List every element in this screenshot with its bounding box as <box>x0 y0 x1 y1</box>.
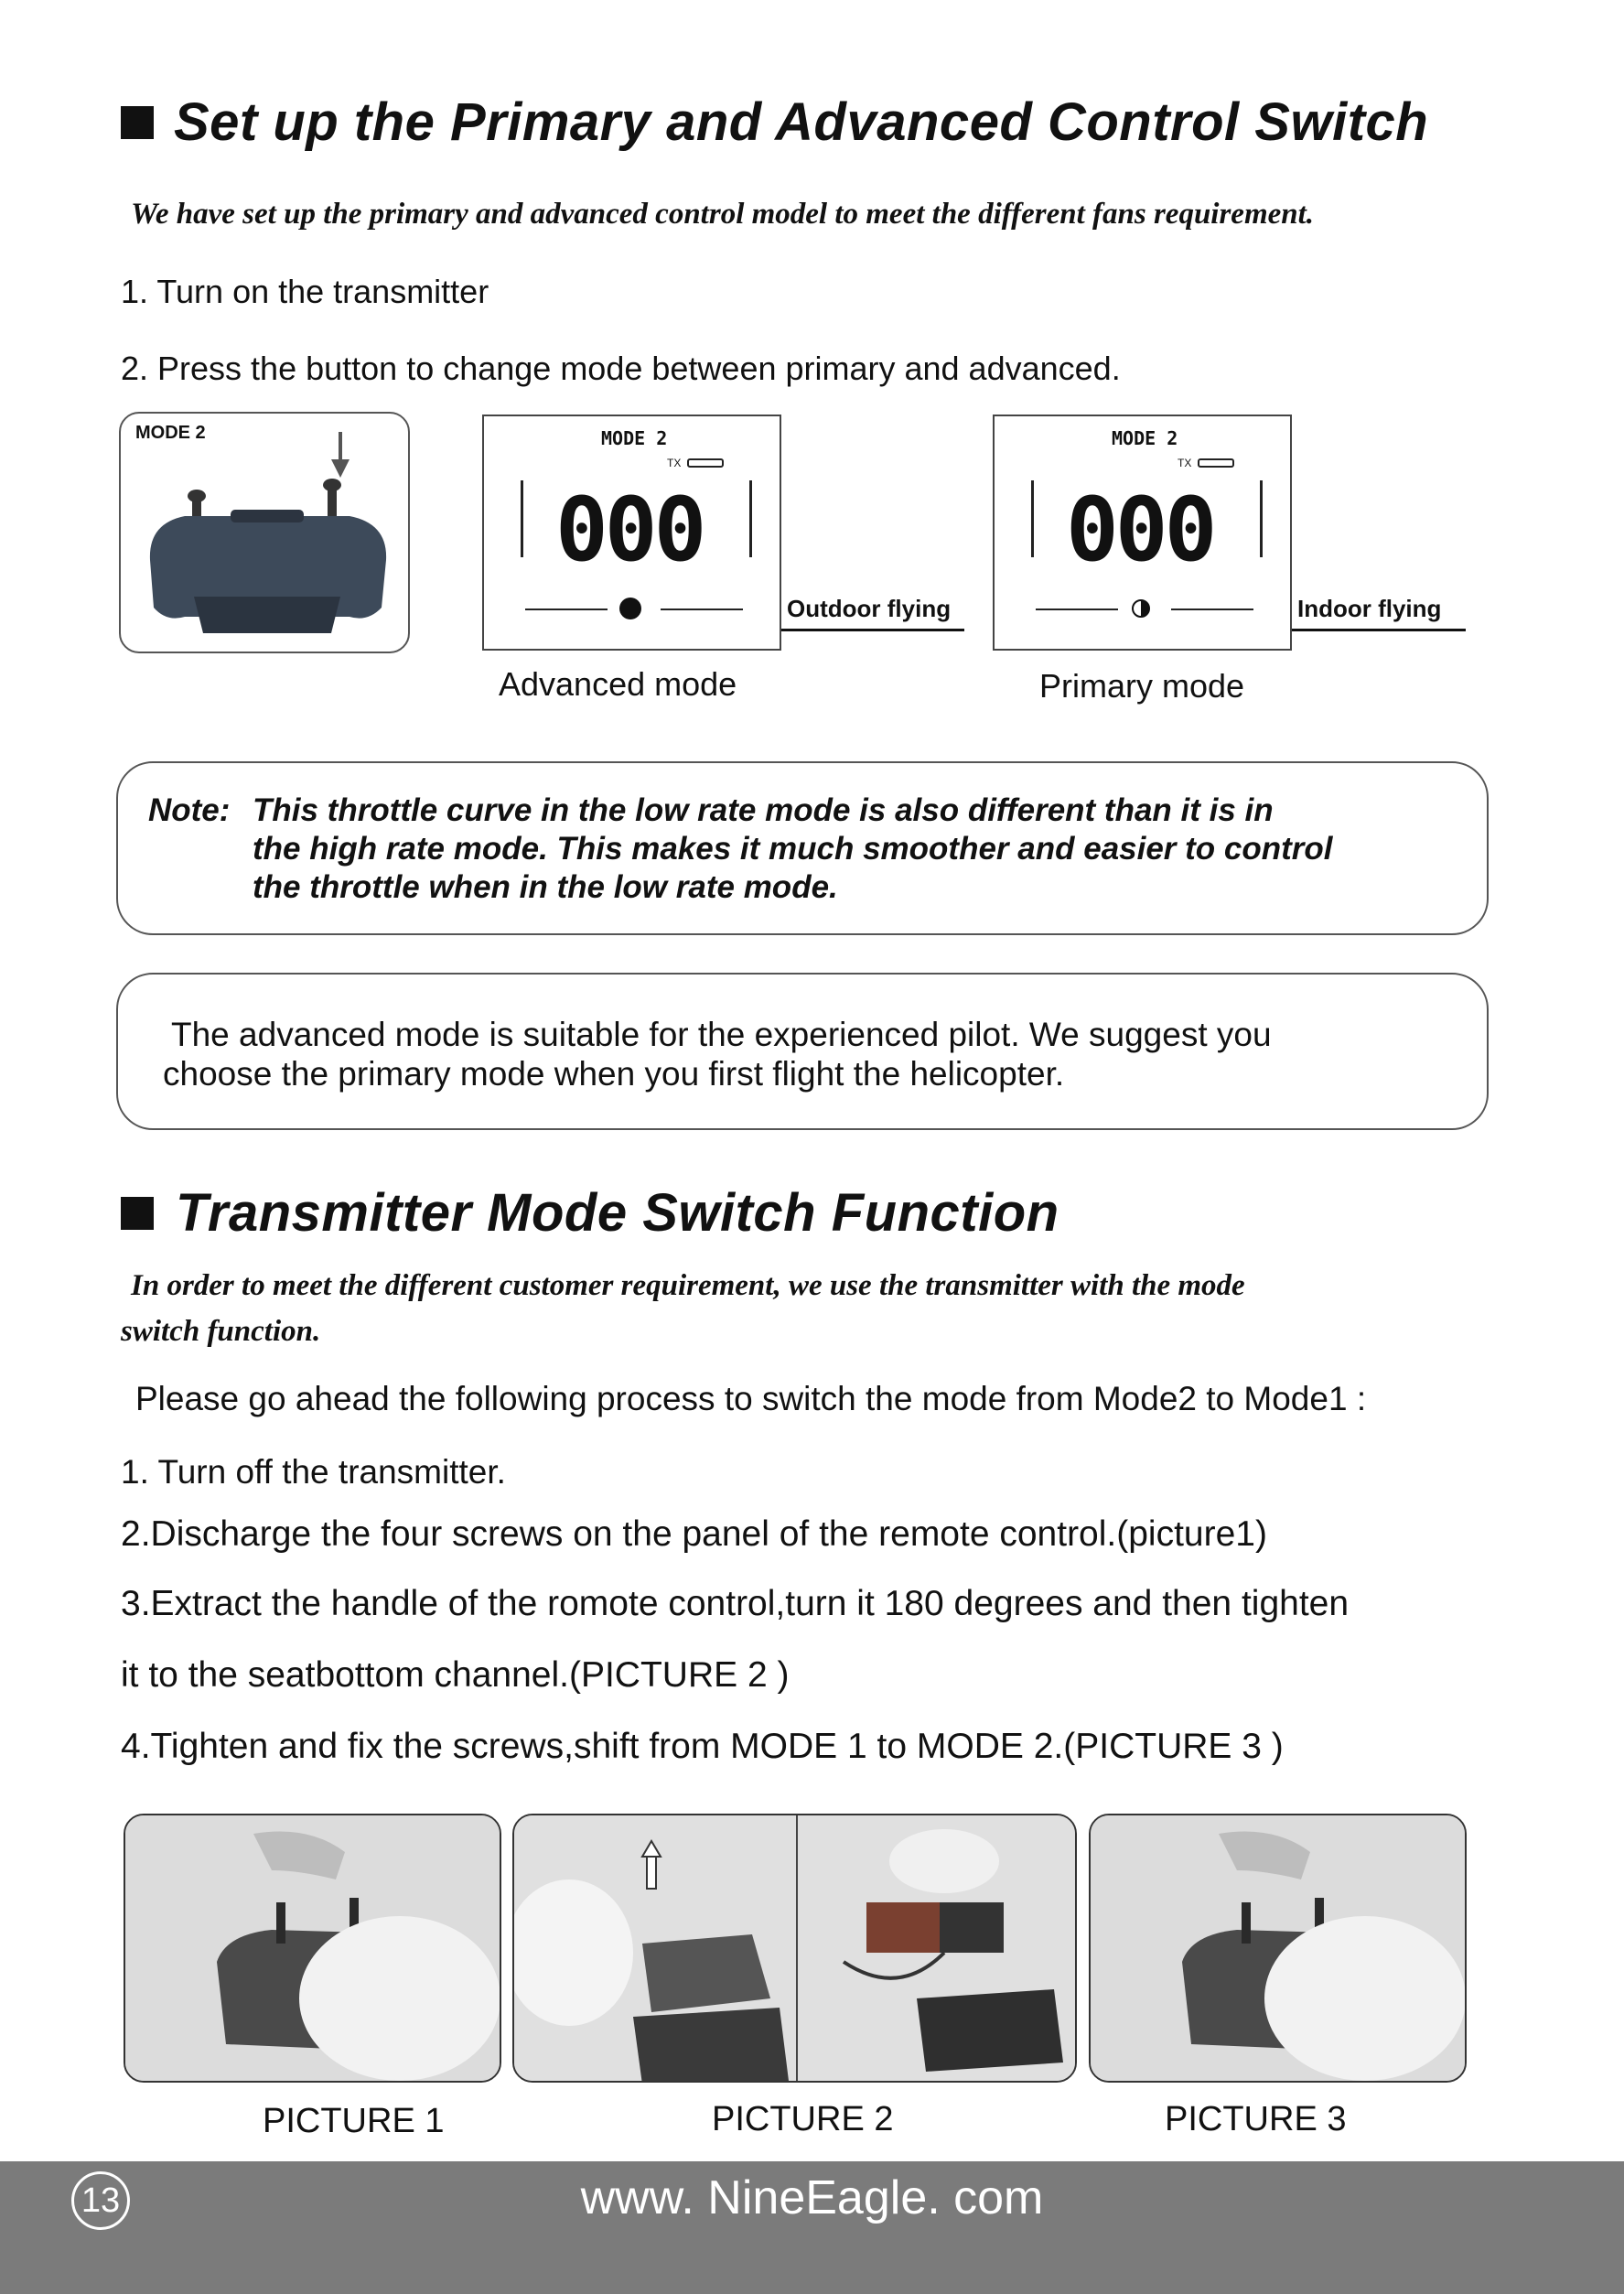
transmitter-mode-label: MODE 2 <box>135 423 206 443</box>
section2-step3b: it to the seatbottom channel.(PICTURE 2 ) <box>121 1655 790 1695</box>
section1-bullet <box>121 106 154 144</box>
picture2-photo <box>512 1814 1077 2083</box>
advanced-mode-caption: Advanced mode <box>499 665 737 703</box>
picture1-illustration <box>125 1815 501 2083</box>
trim-bar-right <box>749 480 752 557</box>
trim-line-left <box>1036 609 1118 610</box>
section2-lead: Please go ahead the following process to switch the mode from Mode2 to Mode1 : <box>135 1380 1367 1417</box>
picture1-photo <box>124 1814 501 2083</box>
page-number: 13 <box>71 2171 130 2230</box>
section1-title: Set up the Primary and Advanced Control Switch <box>174 92 1429 152</box>
picture3-illustration <box>1091 1815 1467 2083</box>
lcd-advanced <box>482 415 781 651</box>
note-label: Note: <box>148 792 231 828</box>
transmitter-illustration <box>121 414 412 655</box>
note-line3: the throttle when in the low rate mode. <box>253 869 838 905</box>
section2-step4: 4.Tighten and fix the screws,shift from MODE 1 to MODE 2.(PICTURE 3 ) <box>121 1727 1284 1766</box>
section2-intro-line2: switch function. <box>121 1315 321 1348</box>
lcd-advanced-mode: MODE 2 <box>601 427 668 449</box>
trim-line-left <box>525 609 608 610</box>
transmitter-picture <box>119 412 410 653</box>
picture2-illustration <box>514 1815 1077 2083</box>
trim-bar-left <box>521 480 523 557</box>
indoor-flying-label: Indoor flying <box>1297 595 1442 622</box>
battery-icon <box>687 458 724 468</box>
advanced-pointer-line <box>781 629 964 631</box>
trim-bar-left <box>1031 480 1034 557</box>
picture2-caption: PICTURE 2 <box>712 2100 894 2138</box>
picture3-caption: PICTURE 3 <box>1165 2100 1347 2138</box>
lcd-advanced-tx: TX <box>667 457 682 469</box>
section2-step3a: 3.Extract the handle of the romote control,turn it 180 degrees and then tighten <box>121 1584 1350 1623</box>
section1-step1: 1. Turn on the transmitter <box>121 273 489 310</box>
trim-line-right <box>1171 609 1253 610</box>
advice-line1: The advanced mode is suitable for the experienced pilot. We suggest you <box>171 1016 1272 1053</box>
primary-mode-caption: Primary mode <box>1039 667 1245 705</box>
section2-step1: 1. Turn off the transmitter. <box>121 1453 506 1491</box>
mode-indicator-icon <box>619 598 641 619</box>
section1-step2: 2. Press the button to change mode between primary and advanced. <box>121 350 1121 387</box>
picture3-photo <box>1089 1814 1467 2083</box>
picture1-caption: PICTURE 1 <box>263 2102 445 2140</box>
lcd-primary-mode: MODE 2 <box>1112 427 1178 449</box>
section2-step2: 2.Discharge the four screws on the panel of the remote control.(picture1) <box>121 1514 1267 1554</box>
outdoor-flying-label: Outdoor flying <box>787 595 952 622</box>
trim-bar-right <box>1260 480 1263 557</box>
mode-indicator-icon <box>1132 599 1150 618</box>
advice-line2: choose the primary mode when you first flight the helicopter. <box>163 1055 1065 1093</box>
section2-intro-line1: In order to meet the different customer requirement, we use the transmitter with the mode <box>131 1269 1245 1302</box>
note-line2: the high rate mode. This makes it much smoother and easier to control <box>253 831 1333 867</box>
lcd-advanced-digits: 000 <box>555 479 704 581</box>
section2-bullet <box>121 1197 154 1234</box>
lcd-primary-digits: 000 <box>1066 479 1214 581</box>
lcd-primary-tx: TX <box>1178 457 1192 469</box>
section2-title: Transmitter Mode Switch Function <box>176 1183 1059 1243</box>
trim-line-right <box>661 609 743 610</box>
lcd-primary <box>993 415 1292 651</box>
footer-website[interactable]: www. NineEagle. com <box>580 2171 1044 2224</box>
section1-subtitle: We have set up the primary and advanced control model to meet the different fans requirement. <box>131 198 1315 231</box>
primary-pointer-line <box>1292 629 1466 631</box>
note-line1: This throttle curve in the low rate mode is also different than it is in <box>253 792 1274 828</box>
battery-icon <box>1198 458 1234 468</box>
